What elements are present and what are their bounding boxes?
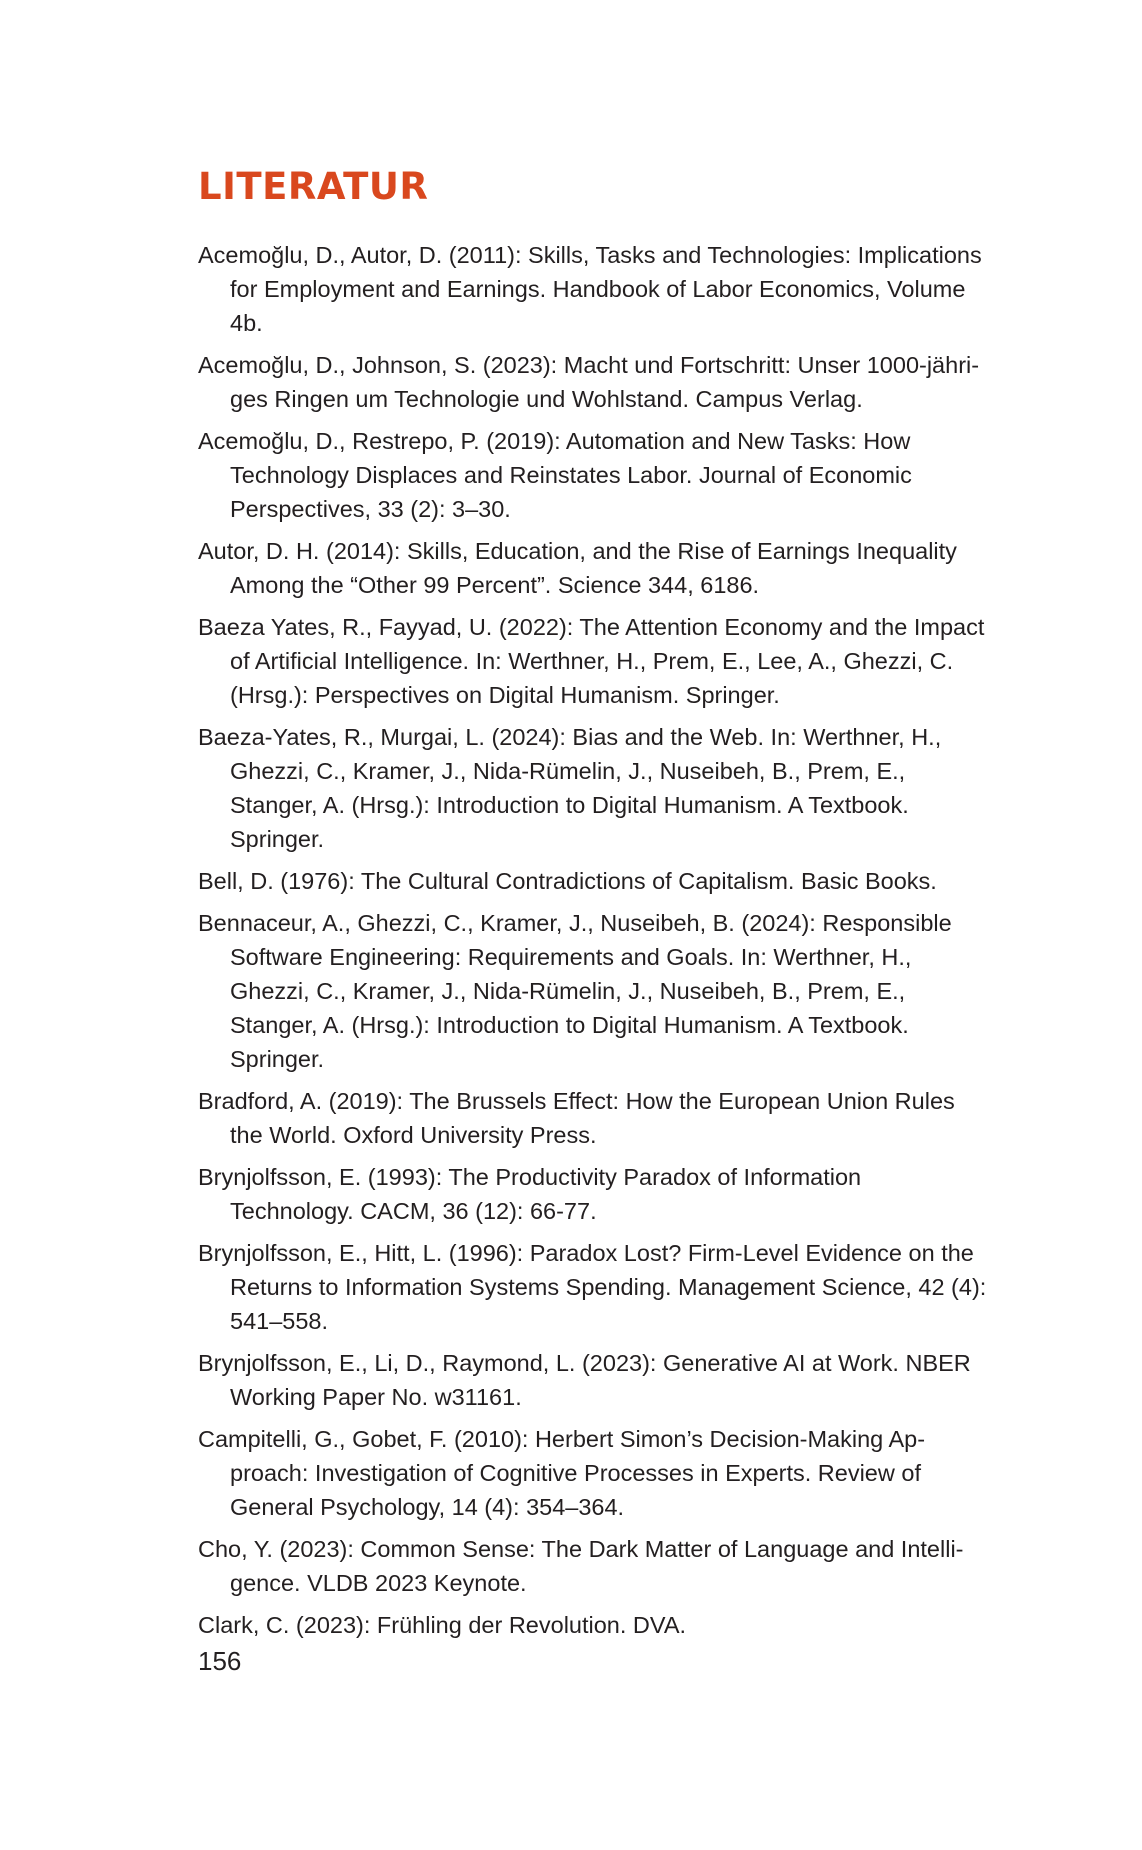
reference-entry: Bennaceur, A., Ghezzi, C., Kramer, J., Nuseibeh, B. (2024): Responsible Software Engineering: Requirements and Goals. In: Werthner, H., Ghezzi, C., Kramer, J., Nida-Rümelin, J., Nuseibeh, B., Prem, E., Stanger, A. (Hrsg.): Introduction to Digital Humanism. A Textbook. Springer.	[198, 910, 952, 1072]
reference-entry: Cho, Y. (2023): Common Sense: The Dark Matter of Language and Intelligence. VLDB 2023 Keynote.	[198, 1536, 964, 1596]
reference-entry: Acemoğlu, D., Autor, D. (2011): Skills, Tasks and Technologies: Implications for Employment and Earnings. Handbook of Labor Economics, Volume 4b.	[198, 242, 982, 336]
reference-entry: Brynjolfsson, E. (1993): The Productivity Paradox of Information Technology. CACM, 36 (12): 66-77.	[198, 1164, 862, 1224]
page-number: 156	[198, 1646, 242, 1676]
reference-entry: Acemoğlu, D., Restrepo, P. (2019): Automation and New Tasks: How Technology Displaces and Reinstates Labor. Journal of Economic Perspectives, 33 (2): 3–30.	[198, 428, 912, 522]
reference-entry: Campitelli, G., Gobet, F. (2010): Herbert Simon’s Decision-Making Approach: Investigation of Cognitive Processes in Experts. Review of General Psychology, 14 (4): 354–364.	[198, 1426, 926, 1520]
reference-entry: Autor, D. H. (2014): Skills, Education, and the Rise of Earnings Inequality Among the “Other 99 Percent”. Science 344, 6186.	[198, 538, 957, 598]
reference-entry: Bell, D. (1976): The Cultural Contradictions of Capitalism. Basic Books.	[198, 868, 937, 894]
reference-entry: Acemoğlu, D., Johnson, S. (2023): Macht und Fortschritt: Unser 1000-jähriges Ringen um Technologie und Wohlstand. Campus Verlag.	[198, 352, 980, 412]
reference-list	[198, 238, 988, 1650]
reference-entry: Bradford, A. (2019): The Brussels Effect: How the European Union Rules the World. Oxford University Press.	[198, 1088, 955, 1148]
reference-entry: Brynjolfsson, E., Hitt, L. (1996): Paradox Lost? Firm-Level Evidence on the Returns to Information Systems Spending. Management Science, 42 (4): 541–558.	[198, 1240, 987, 1334]
reference-entry: Baeza Yates, R., Fayyad, U. (2022): The Attention Economy and the Impact of Artificial Intelligence. In: Werthner, H., Prem, E., Lee, A., Ghezzi, C. (Hrsg.): Perspectives on Digital Humanism. Springer.	[198, 614, 985, 708]
reference-entry: Baeza-Yates, R., Murgai, L. (2024): Bias and the Web. In: Werthner, H., Ghezzi, C., Kramer, J., Nida-Rümelin, J., Nuseibeh, B., Prem, E., Stanger, A. (Hrsg.): Introduction to Digital Humanism. A Textbook. Springer.	[198, 724, 942, 852]
page-title: LITERATUR	[198, 165, 429, 208]
reference-entry: Brynjolfsson, E., Li, D., Raymond, L. (2023): Generative AI at Work. NBER Working Paper No. w31161.	[198, 1350, 971, 1410]
reference-entry: Clark, C. (2023): Frühling der Revolution. DVA.	[198, 1612, 687, 1638]
